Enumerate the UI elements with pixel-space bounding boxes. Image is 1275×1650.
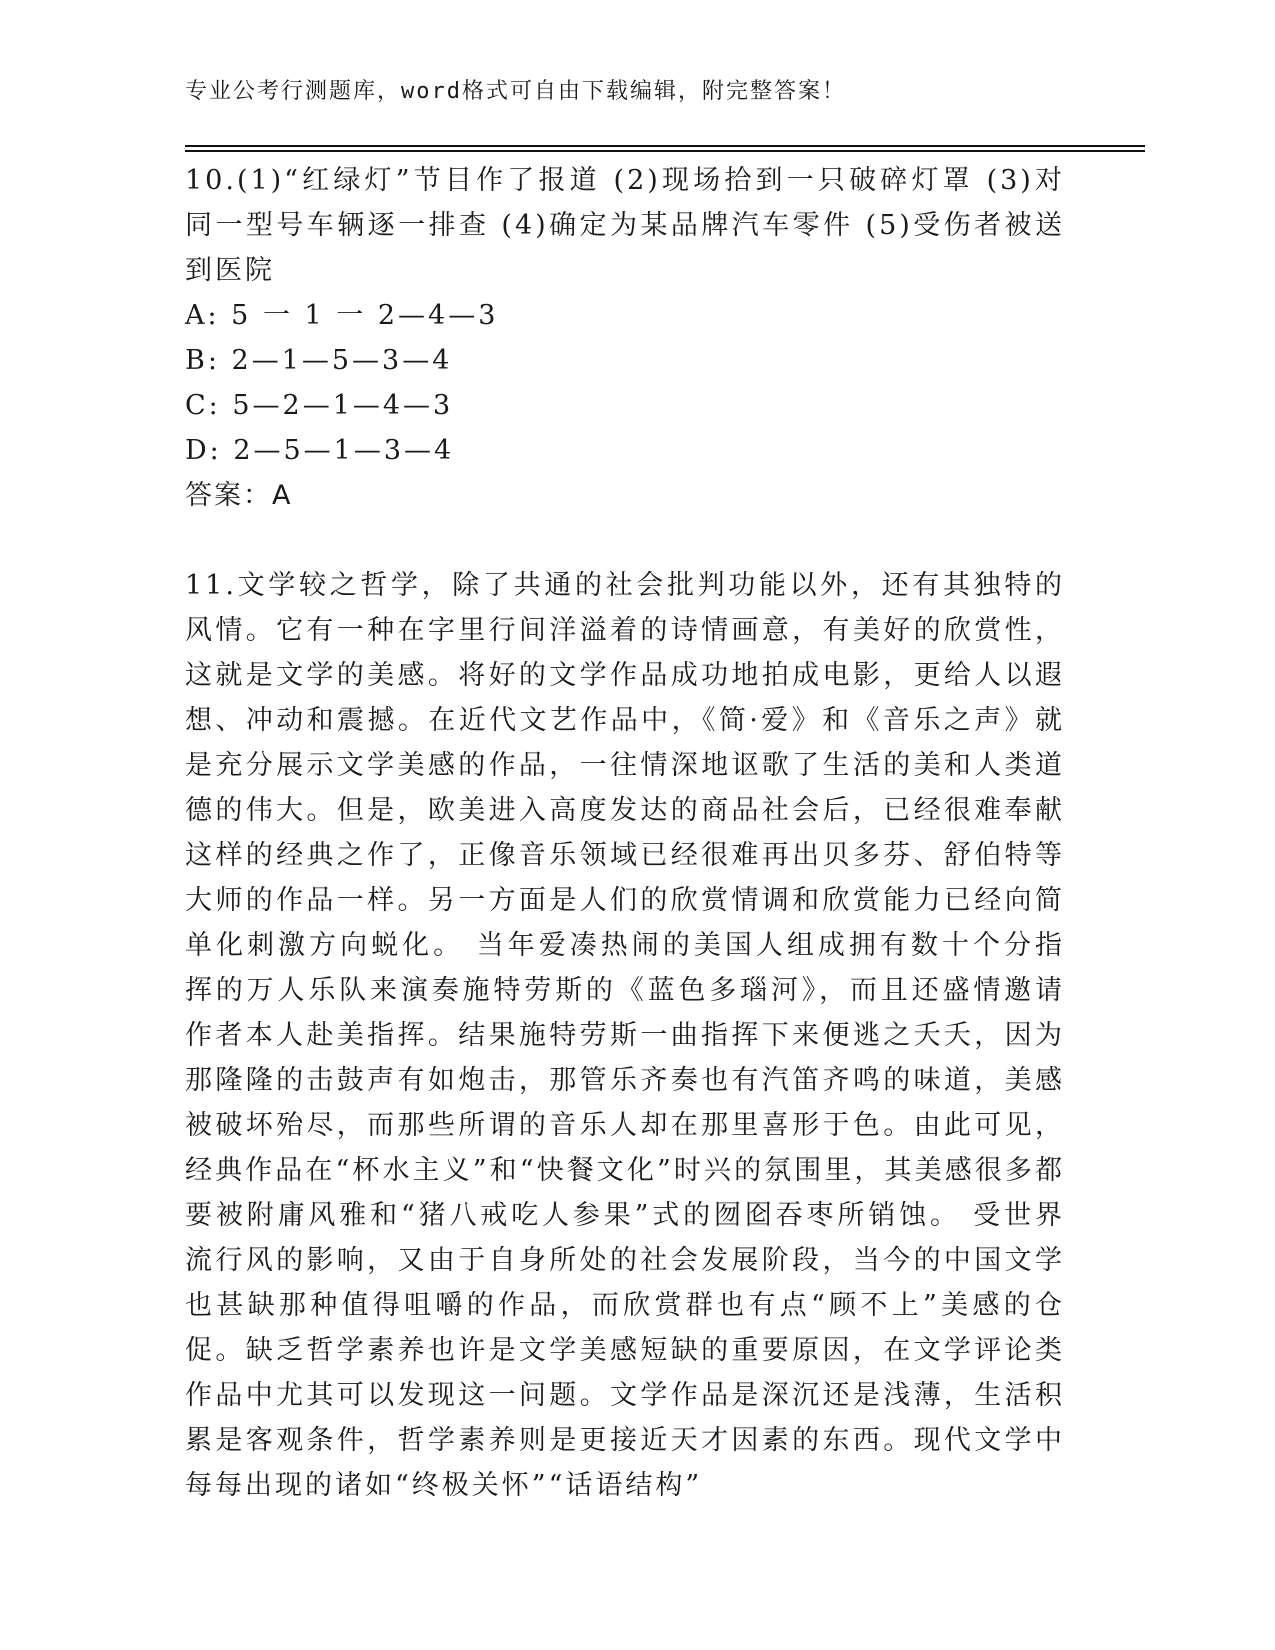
question-spacer bbox=[185, 518, 1065, 563]
document-body bbox=[185, 158, 1065, 1508]
header-rule-top bbox=[185, 145, 1145, 147]
option-a: A: 5 一 1 一 2—4—3 bbox=[185, 300, 499, 331]
question-11 bbox=[185, 563, 1065, 1508]
page-header: 专业公考行测题库，word格式可自由下载编辑，附完整答案！ bbox=[185, 79, 846, 104]
header-rule-bottom bbox=[185, 150, 1145, 152]
question-stem: 11.文学较之哲学，除了共通的社会批判功能以外，还有其独特的风情。它有一种在字里行间洋溢着的诗情画意，有美好的欣赏性，这就是文学的美感。将好的文学作品成功地拍成电影，更给人以遐想、冲动和震撼。在近代文艺作品中，《简·爱》和《音乐之声》就是充分展示文学美感的作品，一往情深地讴歌了生活的美和人类道德的伟大。但是，欧美进入高度发达的商品社会后，已经很难奉献这样的经典之作了，正像音乐领域已经很难再出贝多芬、舒伯特等大师的作品一样。另一方面是人们的欣赏情调和欣赏能力已经向简单化刺激方向蜕化。 当年爱凑热闹的美国人组成拥有数十个分指挥的万人乐队来演奏施特劳斯的《蓝色多瑙河》，而且还盛情邀请作者本人赴美指挥。结果施特劳斯一曲指挥下来便逃之夭夭，因为那隆隆的击鼓声有如炮击，那管乐齐奏也有汽笛齐鸣的味道，美感被破坏殆尽，而那些所谓的音乐人却在那里喜形于色。由此可见，经典作品在“杯水主义”和“快餐文化”时兴的氛围里，其美感很多都要被附庸风雅和“猪八戒吃人参果”式的囫囵吞枣所销蚀。 受世界流行风的影响，又由于自身所处的社会发展阶段，当今的中国文学也甚缺那种值得咀嚼的作品，而欣赏群也有点“顾不上”美感的仓促。缺乏哲学素养也许是文学美感短缺的重要原因，在文学评论类作品中尤其可以发现这一问题。文学作品是深沉还是浅薄，生活积累是客观条件，哲学素养则是更接近天才因素的东西。现代文学中每每出现的诸如“终极关怀”“话语结构” bbox=[185, 570, 1065, 1501]
question-stem: 10.(1)“红绿灯”节目作了报道 (2)现场拾到一只破碎灯罩 (3)对同一型号车辆逐一排查 (4)确定为某品牌汽车零件 (5)受伤者被送到医院 bbox=[185, 165, 1065, 286]
question-10 bbox=[185, 158, 1065, 518]
option-d: D: 2—5—1—3—4 bbox=[185, 435, 455, 466]
answer-line: 答案：A bbox=[185, 480, 293, 511]
option-b: B: 2—1—5—3—4 bbox=[185, 345, 453, 376]
option-c: C: 5—2—1—4—3 bbox=[185, 390, 454, 421]
